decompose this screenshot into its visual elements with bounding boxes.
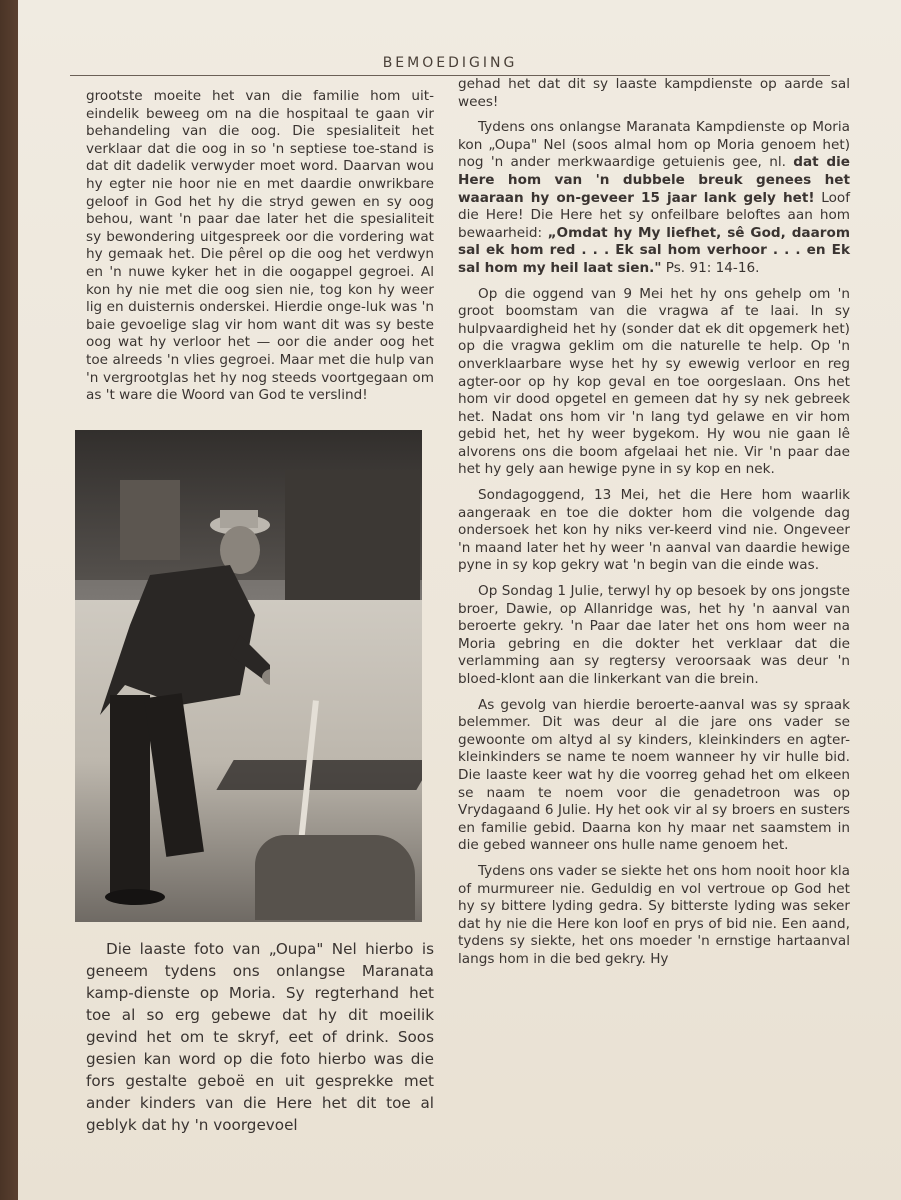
right-column bbox=[458, 76, 850, 977]
paragraph: Tydens ons vader se siekte het ons hom nooit hoor kla of murmureer nie. Geduldig en vol vertroue op God het hy sy bittere lyding gedra. Sy bitterste lyding was seker dat hy nie die Here kon loof en prys of bid nie. Een aand, tydens sy siekte, het ons moeder 'n ernstige hartaanval langs hom in die bed gekry. Hy bbox=[458, 862, 850, 967]
caption-text: Die laaste foto van „Oupa" Nel hierbo is geneem tydens ons onlangse Maranata kamp-dienste op Moria. Sy regterhand het toe al so erg gebewe dat hy dit moeilik gevind het om te skryf, eet of drink. Soos gesien kan word op die foto hierbo was die fors gestalte geboë en uit gesprekke met ander kinders van die Here het dit toe al geblyk dat hy 'n voorgevoel bbox=[86, 940, 434, 1134]
paragraph: Op die oggend van 9 Mei het hy ons gehelp om 'n groot boomstam van die vragwa af te laai. In sy hulpvaardigheid het hy (sonder dat ek dit opgemerk het) op die vragwa geklim om die naturelle te help. Op 'n onverklaarbare wyse het hy sy ewewig verloor en reg agter-oor op hy kop geval en toe oorgeslaan. Ons het hom vir dood opgetel en gemeen dat hy sy nek gebreek het. Nadat ons hom vir 'n lang tyd gelawe en vir hom gebid het, het hy weer bygekom. Hy wou nie gaan lê alvorens ons die boom afgelaai het nie. Vir 'n paar dae het hy gely aan hewige pyne in sy kop en nek. bbox=[458, 285, 850, 478]
paragraph: Tydens ons onlangse Maranata Kampdienste op Moria kon „Oupa" Nel (soos almal hom op Moria genoem het) nog 'n ander merkwaardige getuienis gee, nl. dat die Here hom van 'n dubbele breuk genees het waaraan hy on-geveer 15 jaar lank gely het! Loof die Here! Die Here het sy onfeilbare beloftes aan hom bewaarheid: „Omdat hy My liefhet, sê God, daarom sal ek hom red . . . Ek sal hom verhoor . . . en Ek sal hom my heil laat sien." Ps. 91: 14-16. bbox=[458, 119, 850, 276]
paragraph: grootste moeite het van die familie hom uit-eindelik beweeg om na die hospitaal te gaan vir behandeling van die oog. Die spesialiteit het verklaar dat die oog in so 'n septiese toe-stand is dat dit dadelik verwyder moet word. Daarvan wou hy egter nie hoor nie en met daardie onwrikbare geloof in God het hy die stryd gewen en sy oog behou, want 'n paar dae later het die spesialiteit sy bewondering uitgespreek oor die vordering wat hy gemaak het. Die pêrel op die oog het verdwyn en 'n nuwe kyker het in die oogappel gegroei. Al kon hy nie met die oog sien nie, tog kon hy weer lig en duisternis onderskei. Hierdie onge-luk was 'n baie gevoelige slag vir hom want dit was sy beste oog wat hy verloor het — oor die ander oog het toe alreeds 'n vlies gegroei. Maar met die hulp van 'n vergrootglas het hy nog steeds voortgegaan om as 't ware die Woord van God te verslind! bbox=[86, 88, 434, 404]
paragraph: gehad het dat dit sy laaste kampdienste op aarde sal wees! bbox=[458, 76, 850, 110]
photo-caption bbox=[86, 938, 434, 1144]
photo-oupa-nel bbox=[75, 430, 422, 922]
paragraph: Sondagoggend, 13 Mei, het die Here hom waarlik aangeraak en toe die dokter hom die volgende dag ondersoek het kon hy niks ver-keerd vind nie. Ongeveer 'n maand later het hy weer 'n aanval van daardie hewige pyne in sy kop gekry wat 'n begin van die einde was. bbox=[458, 487, 850, 574]
left-column bbox=[86, 88, 434, 413]
man-figure bbox=[90, 505, 270, 905]
paragraph: As gevolg van hierdie beroerte-aanval was sy spraak belemmer. Dit was deur al die jare ons vader se gewoonte om altyd al sy kinders, kleinkinders en agter-kleinkinders se name te noem wanneer hy vir hulle bid. Die laaste keer wat hy die voorreg gehad het om elkeen se naam te noem voor die genadetroon was op Vrydagaand 6 Julie. Hy het ook vir al sy broers en susters en familie gebid. Daarna kon hy maar net saamstem in die gebed wanneer ons hulle name genoem het. bbox=[458, 696, 850, 854]
paragraph: Op Sondag 1 Julie, terwyl hy op besoek by ons jongste broer, Dawie, op Allanridge was, het hy 'n aanval van beroerte gekry. 'n Paar dae later het ons hom weer na Moria gebring en die dokter het verklaar dat die verlamming aan sy regtersy veroorsaak was deur 'n bloed-klont aan die linkerkant van die brein. bbox=[458, 583, 850, 687]
page-header: BEMOEDIGING bbox=[70, 55, 830, 76]
